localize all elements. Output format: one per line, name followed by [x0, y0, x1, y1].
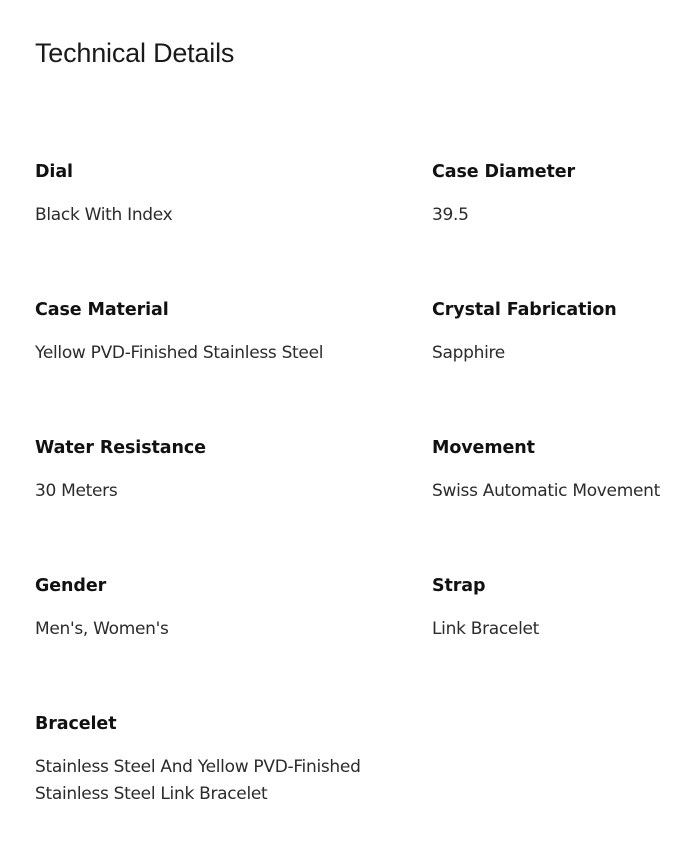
- spec-value: Black With Index: [35, 205, 173, 225]
- spec-value: 39.5: [432, 205, 469, 225]
- spec-value: Yellow PVD-Finished Stainless Steel: [35, 343, 324, 363]
- spec-value: Swiss Automatic Movement: [432, 481, 660, 501]
- spec-movement: [432, 437, 700, 505]
- spec-value: Link Bracelet: [432, 619, 540, 639]
- page-title: Technical Details: [35, 38, 235, 68]
- spec-water-resistance: [35, 437, 405, 505]
- spec-value-line: Stainless Steel And Yellow PVD-Finished: [35, 757, 361, 777]
- spec-label: Strap: [432, 576, 486, 596]
- spec-case-material: [35, 299, 405, 367]
- spec-gender: [35, 575, 405, 643]
- spec-value: Sapphire: [432, 343, 505, 363]
- spec-label: Bracelet: [35, 714, 117, 734]
- spec-strap: [432, 575, 700, 643]
- spec-label: Dial: [35, 162, 73, 182]
- spec-label: Gender: [35, 576, 107, 596]
- spec-value-line: Stainless Steel Link Bracelet: [35, 784, 268, 804]
- spec-dial: [35, 161, 405, 229]
- spec-value: [35, 754, 455, 808]
- spec-label: Case Material: [35, 300, 169, 320]
- spec-crystal-fabrication: [432, 299, 700, 367]
- spec-label: Water Resistance: [35, 438, 206, 458]
- spec-label: Case Diameter: [432, 162, 576, 182]
- spec-value: 30 Meters: [35, 481, 118, 501]
- spec-label: Crystal Fabrication: [432, 300, 617, 320]
- spec-bracelet: [35, 713, 455, 808]
- spec-label: Movement: [432, 438, 535, 458]
- spec-case-diameter: [432, 161, 700, 229]
- spec-value: Men's, Women's: [35, 619, 169, 639]
